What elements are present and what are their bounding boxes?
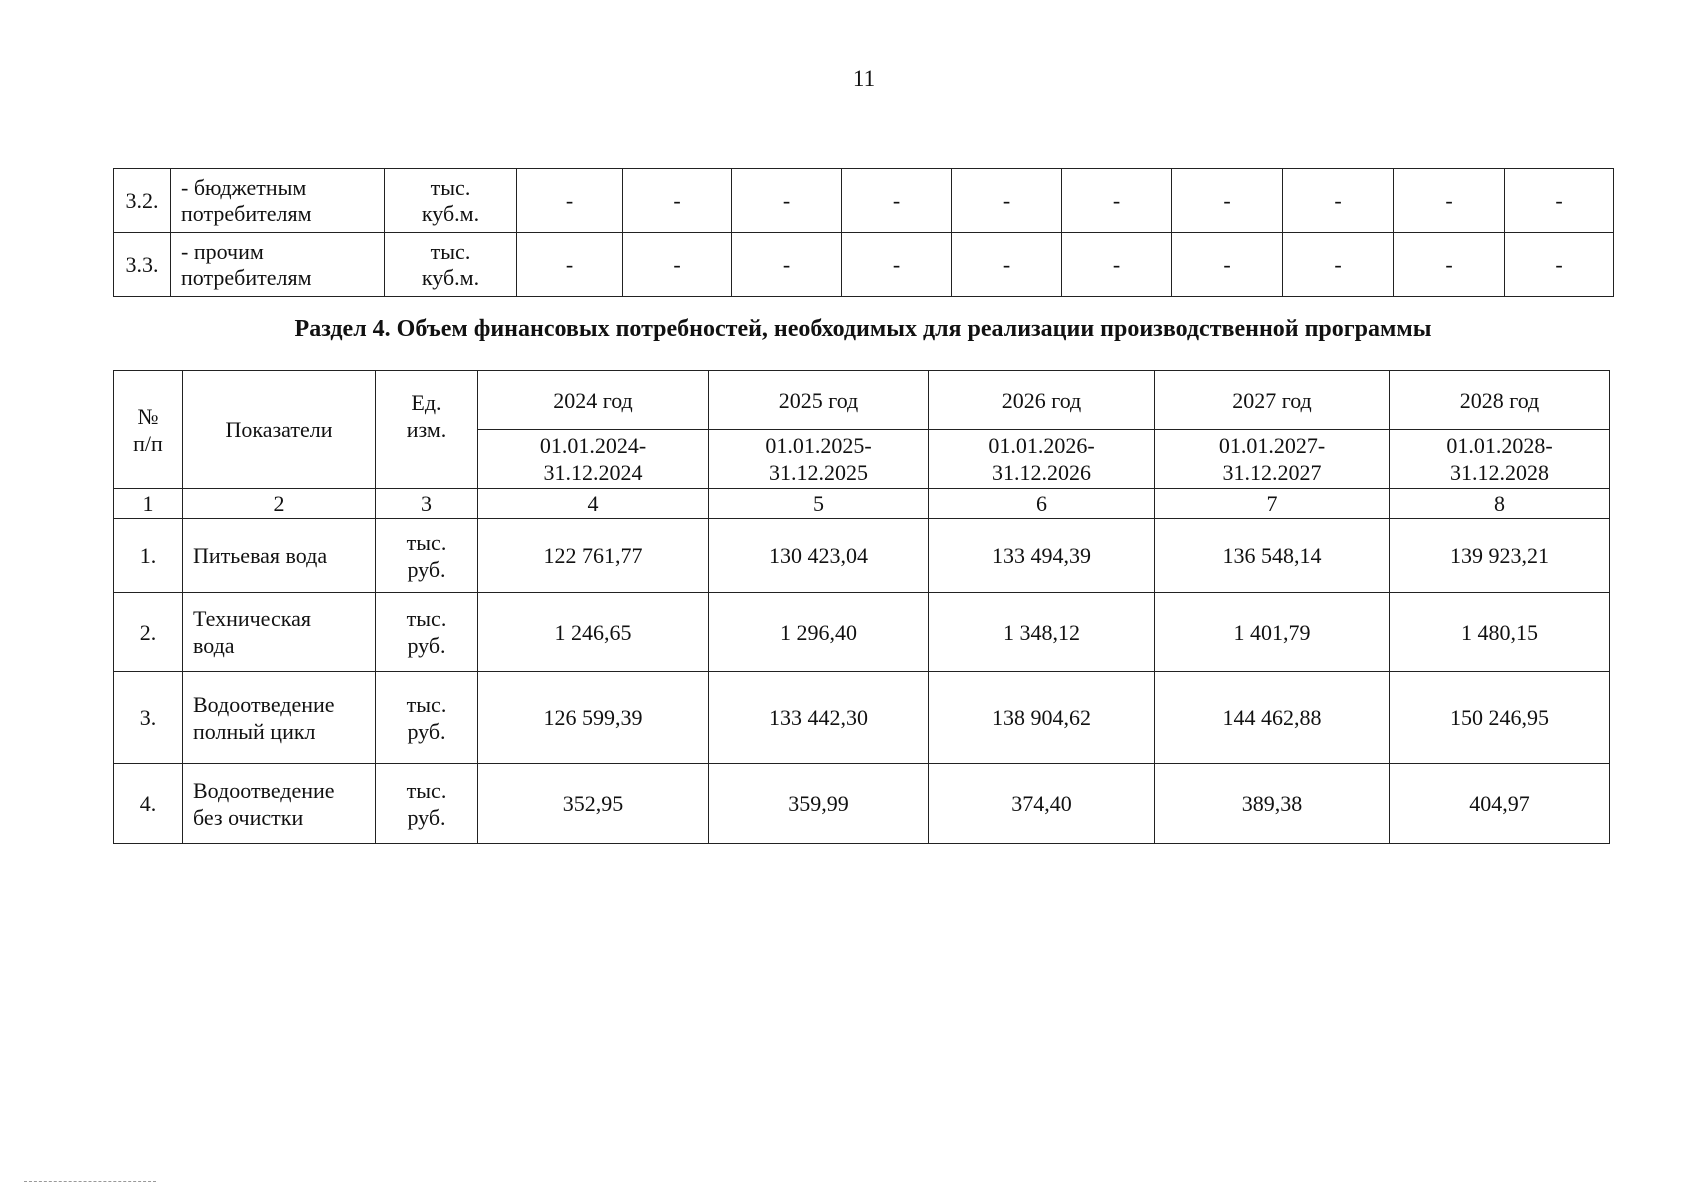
indicator-cell: - бюджетным потребителям <box>171 169 385 233</box>
unit-cell: тыс. куб.м. <box>385 233 517 297</box>
table-row <box>114 233 1614 297</box>
table-row <box>114 169 1614 233</box>
value-cell: - <box>842 169 952 233</box>
value-cell: 1 246,65 <box>478 593 709 672</box>
value-cell: - <box>517 233 623 297</box>
value-cell: 352,95 <box>478 764 709 844</box>
column-number: 6 <box>929 489 1155 519</box>
value-cell: 133 442,30 <box>709 672 929 764</box>
column-number: 5 <box>709 489 929 519</box>
header-unit: Ед. изм. <box>376 371 478 489</box>
unit-cell: тыс. руб. <box>376 764 478 844</box>
value-cell: 374,40 <box>929 764 1155 844</box>
header-year: 2028 год <box>1390 371 1610 430</box>
indicator-cell: Водоотведение без очистки <box>183 764 376 844</box>
column-number: 7 <box>1155 489 1390 519</box>
header-year: 2026 год <box>929 371 1155 430</box>
row-number: 1. <box>114 519 183 593</box>
header-period: 01.01.2026- 31.12.2026 <box>929 430 1155 489</box>
header-year: 2024 год <box>478 371 709 430</box>
header-indicator: Показатели <box>183 371 376 489</box>
value-cell: - <box>842 233 952 297</box>
value-cell: 1 401,79 <box>1155 593 1390 672</box>
footer-rule <box>24 1181 156 1182</box>
header-period: 01.01.2028- 31.12.2028 <box>1390 430 1610 489</box>
value-cell: 1 348,12 <box>929 593 1155 672</box>
consumption-table-continuation <box>113 168 1614 297</box>
value-cell: - <box>1172 169 1283 233</box>
value-cell: - <box>732 233 842 297</box>
header-row <box>114 371 1610 430</box>
value-cell: - <box>1505 233 1614 297</box>
value-cell: 136 548,14 <box>1155 519 1390 593</box>
financial-needs-table <box>113 370 1610 844</box>
indicator-cell: - прочим потребителям <box>171 233 385 297</box>
value-cell: 138 904,62 <box>929 672 1155 764</box>
indicator-cell: Водоотведение полный цикл <box>183 672 376 764</box>
column-number: 8 <box>1390 489 1610 519</box>
unit-cell: тыс. руб. <box>376 672 478 764</box>
value-cell: - <box>952 233 1062 297</box>
value-cell: - <box>1172 233 1283 297</box>
value-cell: - <box>1062 169 1172 233</box>
value-cell: 1 296,40 <box>709 593 929 672</box>
section-title: Раздел 4. Объем финансовых потребностей, необходимых для реализации производственной программы <box>294 316 1432 342</box>
table-row <box>114 519 1610 593</box>
header-period: 01.01.2025- 31.12.2025 <box>709 430 929 489</box>
header-num: № п/п <box>114 371 183 489</box>
value-cell: - <box>623 233 732 297</box>
value-cell: 122 761,77 <box>478 519 709 593</box>
column-number: 2 <box>183 489 376 519</box>
value-cell: 139 923,21 <box>1390 519 1610 593</box>
row-number: 3.2. <box>114 169 171 233</box>
value-cell: 150 246,95 <box>1390 672 1610 764</box>
row-number: 4. <box>114 764 183 844</box>
value-cell: - <box>517 169 623 233</box>
value-cell: 130 423,04 <box>709 519 929 593</box>
row-number: 2. <box>114 593 183 672</box>
column-number: 3 <box>376 489 478 519</box>
value-cell: - <box>1283 233 1394 297</box>
column-number: 4 <box>478 489 709 519</box>
value-cell: 404,97 <box>1390 764 1610 844</box>
indicator-cell: Питьевая вода <box>183 519 376 593</box>
column-number: 1 <box>114 489 183 519</box>
unit-cell: тыс. руб. <box>376 593 478 672</box>
unit-cell: тыс. руб. <box>376 519 478 593</box>
table-row <box>114 672 1610 764</box>
table-row <box>114 764 1610 844</box>
value-cell: 144 462,88 <box>1155 672 1390 764</box>
header-period: 01.01.2024- 31.12.2024 <box>478 430 709 489</box>
value-cell: - <box>732 169 842 233</box>
value-cell: 389,38 <box>1155 764 1390 844</box>
value-cell: - <box>1062 233 1172 297</box>
header-year: 2027 год <box>1155 371 1390 430</box>
value-cell: - <box>1505 169 1614 233</box>
unit-cell: тыс. куб.м. <box>385 169 517 233</box>
header-year: 2025 год <box>709 371 929 430</box>
table-row <box>114 593 1610 672</box>
value-cell: - <box>1394 233 1505 297</box>
header-period: 01.01.2027- 31.12.2027 <box>1155 430 1390 489</box>
page-number: 11 <box>852 66 876 91</box>
row-number: 3. <box>114 672 183 764</box>
column-numbers-row <box>114 489 1610 519</box>
value-cell: - <box>1394 169 1505 233</box>
indicator-cell: Техническая вода <box>183 593 376 672</box>
value-cell: 1 480,15 <box>1390 593 1610 672</box>
value-cell: - <box>952 169 1062 233</box>
value-cell: 359,99 <box>709 764 929 844</box>
value-cell: - <box>1283 169 1394 233</box>
value-cell: - <box>623 169 732 233</box>
value-cell: 133 494,39 <box>929 519 1155 593</box>
value-cell: 126 599,39 <box>478 672 709 764</box>
row-number: 3.3. <box>114 233 171 297</box>
